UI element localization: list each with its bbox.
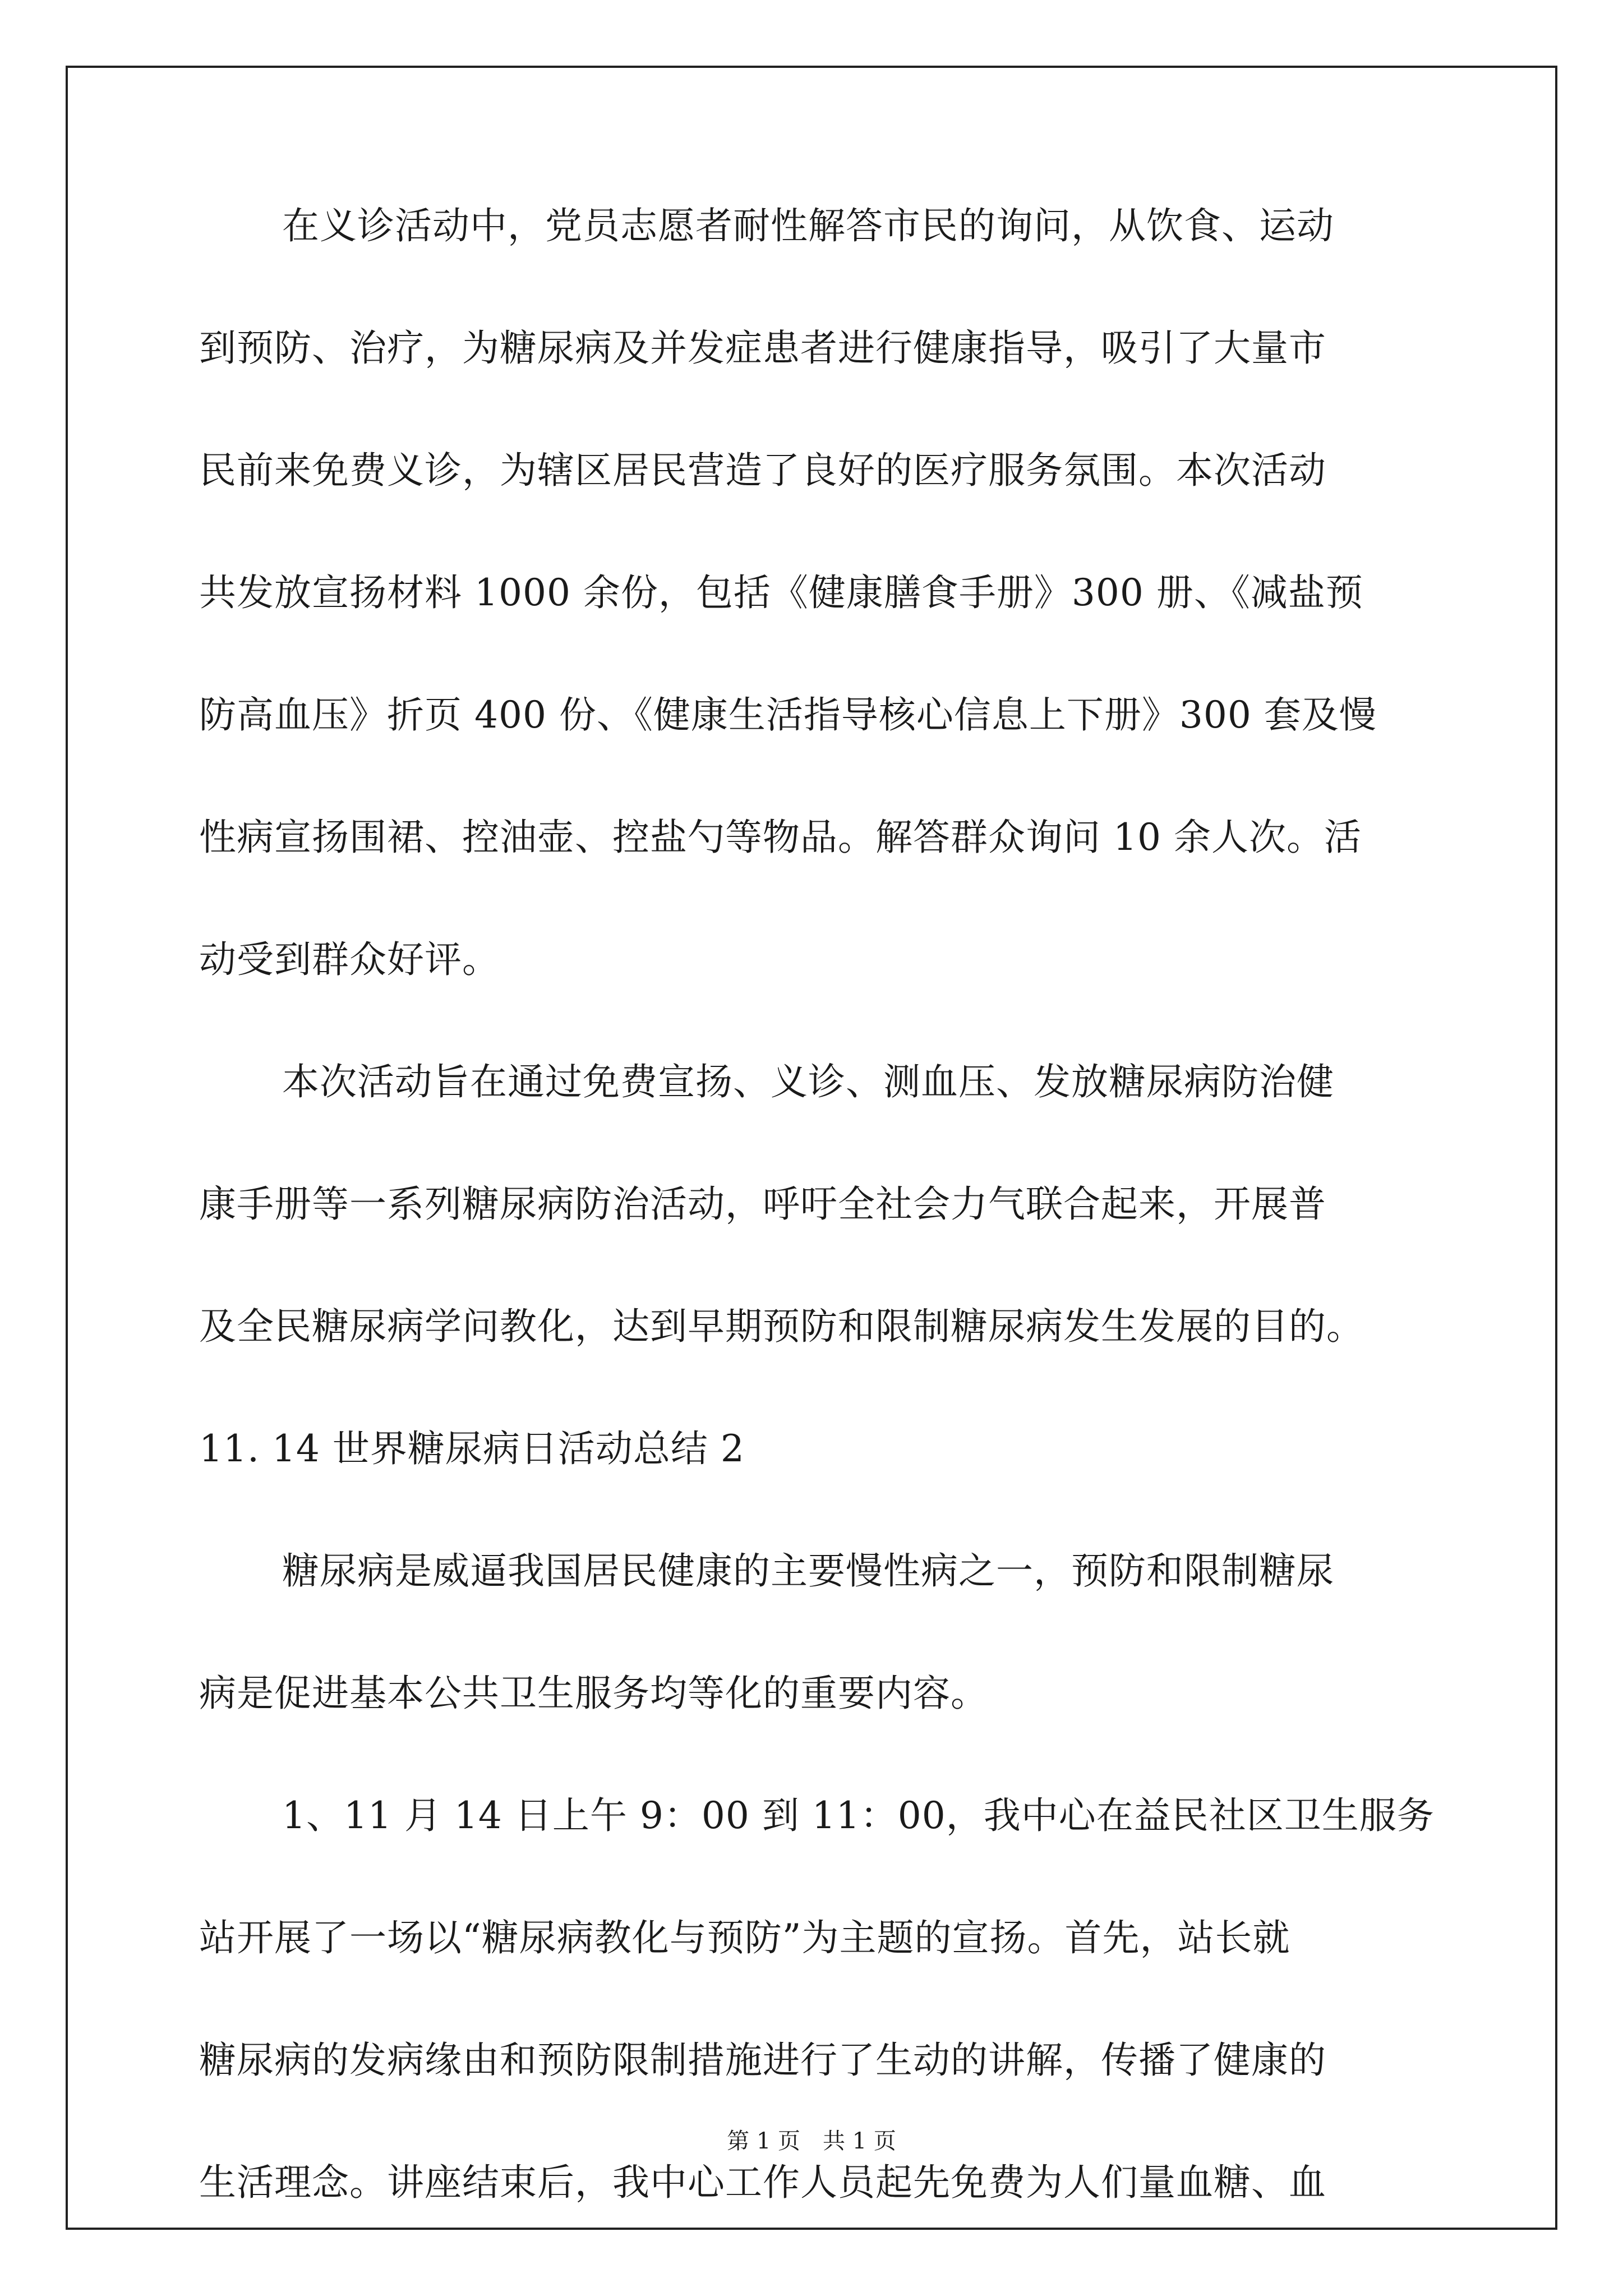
paragraph-line: 1、11 月 14 日上午 9：00 到 11：00，我中心在益民社区卫生服务 — [282, 1794, 1435, 1837]
paragraph-line: 在义诊活动中，党员志愿者耐性解答市民的询问，从饮食、运动 — [282, 204, 1334, 247]
paragraph-line: 本次活动旨在通过免费宣扬、义诊、测血压、发放糖尿病防治健 — [282, 1060, 1334, 1103]
paragraph-line: 民前来免费义诊，为辖区居民营造了良好的医疗服务氛围。本次活动 — [199, 449, 1326, 492]
paragraph-line: 生活理念。讲座结束后，我中心工作人员起先免费为人们量血糖、血 — [199, 2161, 1326, 2204]
paragraph-line: 病是促进基本公共卫生服务均等化的重要内容。 — [199, 1672, 988, 1715]
paragraph-line: 动受到群众好评。 — [199, 938, 500, 981]
paragraph-line: 及全民糖尿病学问教化，达到早期预防和限制糖尿病发生发展的目的。 — [199, 1305, 1364, 1348]
paragraph-line: 糖尿病的发病缘由和预防限制措施进行了生动的讲解，传播了健康的 — [199, 2039, 1326, 2082]
section-heading: 11. 14 世界糖尿病日活动总结 2 — [199, 1427, 745, 1470]
paragraph-line: 糖尿病是威逼我国居民健康的主要慢性病之一，预防和限制糖尿 — [282, 1549, 1334, 1593]
paragraph-line: 站开展了一场以“糖尿病教化与预防”为主题的宣扬。首先，站长就 — [199, 1916, 1290, 1959]
paragraph-line: 共发放宣扬材料 1000 余份，包括《健康膳食手册》300 册、《减盐预 — [199, 571, 1363, 614]
paragraph-line: 到预防、治疗，为糖尿病及并发症患者进行健康指导，吸引了大量市 — [199, 326, 1326, 370]
paragraph-line: 康手册等一系列糖尿病防治活动，呼吁全社会力气联合起来，开展普 — [199, 1182, 1326, 1226]
page-number: 第 1 页 共 1 页 — [727, 2128, 896, 2154]
paragraph-line: 性病宣扬围裙、控油壶、控盐勺等物品。解答群众询问 10 余人次。活 — [199, 816, 1362, 859]
document-body — [199, 204, 1435, 2286]
paragraph-line: 防高血压》折页 400 份、《健康生活指导核心信息上下册》300 套及慢 — [199, 693, 1377, 737]
